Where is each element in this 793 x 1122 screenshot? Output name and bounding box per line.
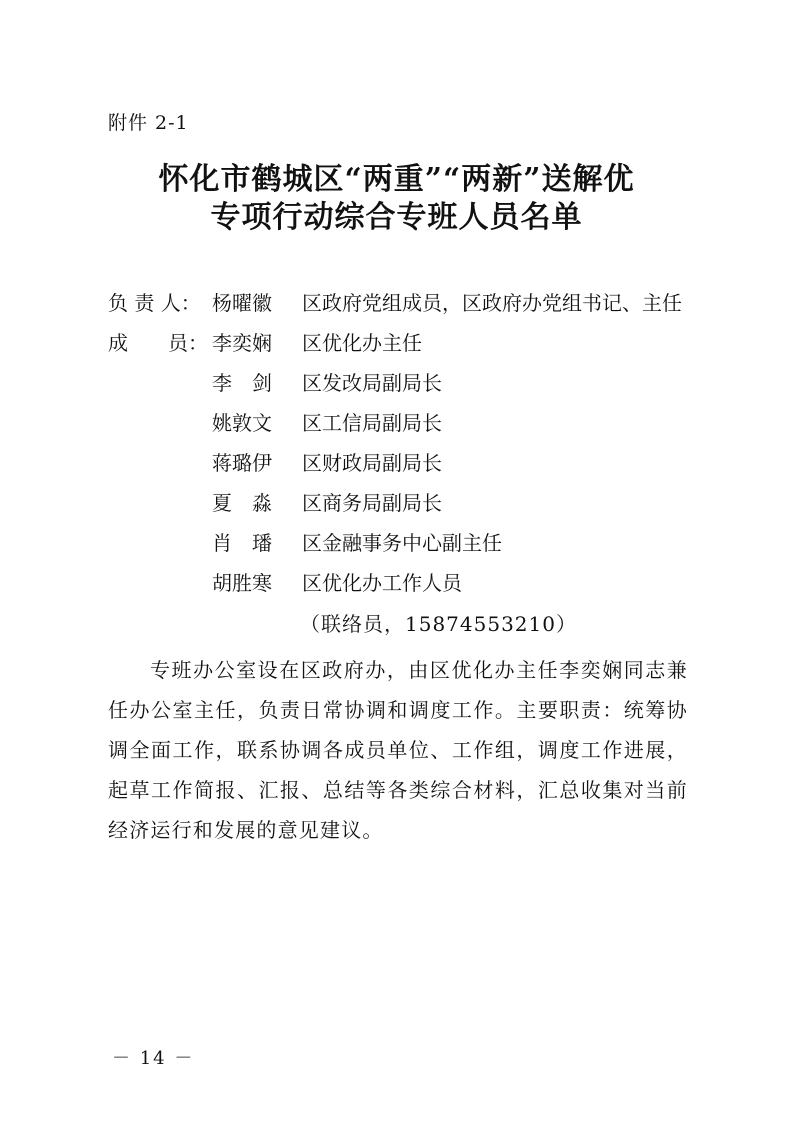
member-duty: 区金融事务中心副主任 — [302, 531, 502, 555]
member-duty: 区商务局副局长 — [302, 491, 442, 515]
member-name: 肖 璠 — [212, 531, 272, 555]
liaison-contact-note: （联络员，15874553210） — [300, 612, 577, 636]
member-duty: 区工信局副局长 — [302, 411, 442, 435]
page-number: － 14 － — [112, 1048, 195, 1069]
member-duty: 区优化办工作人员 — [302, 571, 462, 595]
member-duty: 区发改局副局长 — [302, 371, 442, 395]
member-name: 姚敦文 — [212, 411, 272, 435]
member-name: 李 剑 — [212, 371, 272, 395]
member-name: 李奕娴 — [212, 331, 272, 355]
leader-role-label: 负 责 人： — [108, 291, 201, 315]
document-title-line-2: 专项行动综合专班人员名单 — [210, 200, 583, 235]
members-role-label: 成 员： — [108, 331, 208, 355]
member-duty: 区财政局副局长 — [302, 451, 442, 475]
member-duty: 区优化办主任 — [302, 331, 422, 355]
leader-duty: 区政府党组成员，区政府办党组书记、主任 — [302, 291, 682, 315]
member-name: 夏 淼 — [212, 491, 272, 515]
body-paragraph: 专班办公室设在区政府办，由区优化办主任李奕娴同志兼任办公室主任，负责日常协调和调度工作。主要职责：统筹协调全面工作，联系协调各成员单位、工作组，调度工作进展，起草工作简报、汇报、总结等各类综合材料，汇总收集对当前经济运行和发展的意见建议。 — [108, 658, 688, 842]
document-title-line-1: 怀化市鹤城区“两重”“两新”送解优 — [158, 162, 635, 197]
leader-name: 杨曜徽 — [212, 291, 272, 315]
member-name: 蒋璐伊 — [212, 451, 272, 475]
attachment-label: 附件 2-1 — [108, 112, 189, 134]
member-name: 胡胜寒 — [212, 571, 272, 595]
